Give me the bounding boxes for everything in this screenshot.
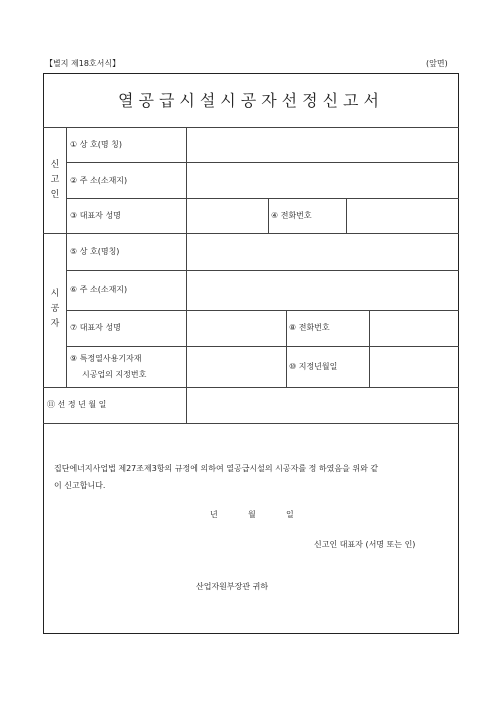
contractor-designation-date-label: ⑩ 지정년월일 (289, 362, 338, 371)
divider (43, 127, 459, 128)
date-year-label: 년 (210, 510, 218, 519)
reporter-address-label: ② 주 소(소재지) (70, 176, 128, 185)
reporter-section-label: 신 고 인 (50, 160, 60, 200)
divider (43, 233, 459, 234)
reporter-phone-label: ④ 전화번호 (271, 211, 312, 220)
divider (66, 310, 459, 311)
divider (286, 310, 287, 387)
divider (66, 346, 459, 347)
contractor-address-label: ⑥ 주 소(소재지) (70, 285, 128, 294)
divider (186, 127, 187, 423)
signer-label: 신고인 대표자 (서명 또는 인) (314, 540, 416, 549)
date-month-label: 월 (248, 510, 256, 519)
form-title: 열공급시설시공자선정신고서 (118, 91, 384, 110)
divider (43, 387, 459, 388)
divider (66, 198, 459, 199)
selection-date-label: ⑪ 선 정 년 월 일 (47, 400, 107, 409)
contractor-phone-label: ⑧ 전화번호 (289, 323, 330, 332)
contractor-name-label: ⑤ 상 호(명칭) (70, 247, 120, 256)
divider (43, 423, 459, 424)
statement-line-1: 집단에너지사업법 제27조제3항의 규정에 의하여 열공급시설의 시공자를 정 하였음을 위와 같 (54, 464, 379, 473)
divider (66, 162, 459, 163)
contractor-section-label: 시 공 자 (50, 289, 60, 329)
contractor-rep-name-label: ⑦ 대표자 성명 (70, 323, 121, 332)
form-number: 【별지 제18호서식】 (45, 59, 121, 68)
page-side-label: (앞면) (426, 59, 448, 68)
addressee-label: 산업자원부장관 귀하 (196, 582, 269, 591)
divider (66, 270, 459, 271)
date-day-label: 일 (286, 510, 294, 519)
reporter-name-label: ① 상 호(명 칭) (70, 140, 122, 149)
divider (268, 198, 269, 233)
divider (346, 198, 347, 233)
divider (66, 127, 67, 387)
statement-line-2: 이 신고합니다. (54, 481, 106, 490)
contractor-designation-label-line1: ⑨ 특정열사용기자재 (70, 354, 142, 363)
divider (369, 310, 370, 387)
reporter-rep-name-label: ③ 대표자 성명 (70, 211, 121, 220)
contractor-designation-label-line2: 시공업의 지정번호 (82, 370, 147, 379)
